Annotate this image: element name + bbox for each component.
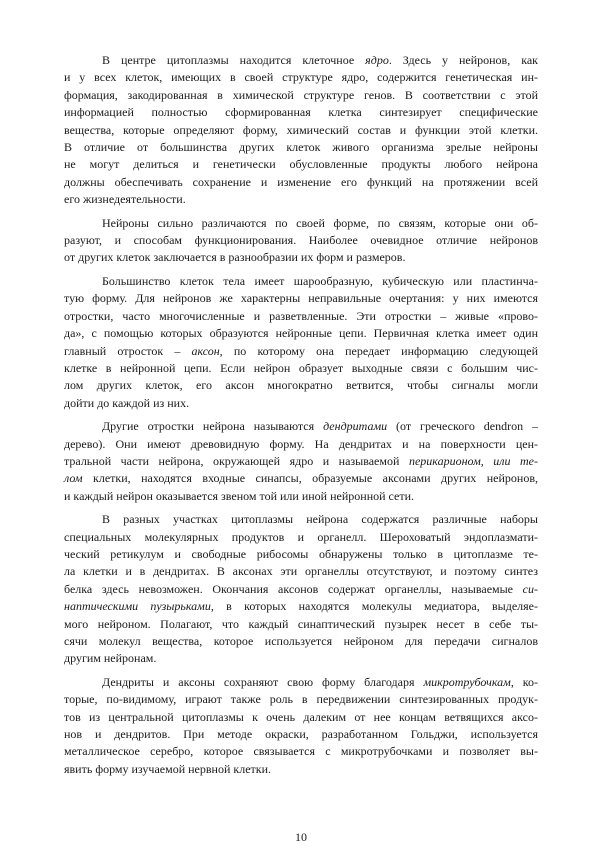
paragraph (64, 215, 538, 267)
text-line (64, 598, 538, 615)
text-line (64, 69, 538, 86)
text-run: нов и дендритов. При методе окраски, разработанном Гольджи, используется (64, 727, 538, 742)
text-line (64, 616, 538, 633)
text-line (64, 290, 538, 307)
text-run: В разных участках цитоплазмы нейрона содержатся различные наборы (102, 512, 538, 527)
page-number: 10 (295, 830, 307, 844)
text-run: белка здесь невозможен. Окончания аксонов содержат органеллы, называемые (64, 581, 523, 596)
text-line (64, 761, 538, 778)
text-line (64, 563, 538, 580)
text-run: Другие отростки нейрона называются (102, 419, 324, 434)
text-run: от других клеток заключается в разнообразии их форм и размеров. (64, 250, 406, 265)
text-run: другим нейронам. (64, 651, 157, 666)
document-page (64, 52, 539, 844)
text-line (64, 488, 538, 505)
text-run: , по которому она передает информацию следующей (219, 343, 538, 358)
text-line (64, 343, 538, 360)
text-run: ческий ретикулум и свободные рибосомы обнаружены только в цитоплазме те- (64, 546, 538, 561)
text-run: дойти до каждой из них. (64, 395, 190, 410)
paragraph (64, 674, 538, 778)
text-line (64, 650, 538, 667)
text-run: Нейроны сильно различаются по своей форме, по связям, которые они об- (102, 215, 538, 230)
text-run: Дендриты и аксоны сохраняют свою форму благодаря (102, 674, 424, 689)
text-line (64, 546, 538, 563)
text-run: должны обеспечивать сохранение и изменение его функций на протяжении всей (64, 174, 538, 189)
italic-term: ядро (365, 53, 389, 67)
text-line (64, 174, 538, 191)
text-run: вещества, которые определяют форму, химический состав и функции этой клетки. (64, 122, 538, 137)
text-run: информацией полностью сформированная клетка синтезирует специфические (64, 105, 538, 120)
text-line (64, 215, 538, 232)
text-run: сячи молекул вещества, которое используется нейроном для передачи сигналов (64, 634, 538, 648)
text-run: (от греческого dendron – (387, 419, 538, 434)
text-run: ла клетки и в дендритах. В аксонах эти органеллы отсутствуют, и поэтому синтез (64, 564, 538, 579)
text-run: отростки, часто многочисленные и разветвленные. Эти отростки – живые «прово- (64, 308, 538, 323)
text-run: торые, по-видимому, играют также роль в передвижении синтезированных продук- (64, 692, 538, 707)
text-line (64, 273, 538, 290)
text-line (64, 232, 538, 249)
text-run: . Здесь у нейронов, как (388, 53, 538, 67)
text-line (64, 418, 538, 435)
paragraph (64, 273, 538, 412)
italic-term: лом (64, 471, 83, 486)
text-run: клетке в нейронной цепи. Если нейрон образует выходные связи с большим чис- (64, 360, 538, 375)
paragraph (64, 511, 538, 668)
text-line (64, 726, 538, 743)
text-run: его жизнедеятельности. (64, 192, 186, 207)
text-line (64, 674, 538, 691)
text-run: разуют, и способам функционирования. Наиболее очевидное отличие нейронов (64, 233, 538, 248)
text-line (64, 139, 538, 156)
text-line (64, 691, 538, 708)
text-run: , ко- (510, 674, 538, 689)
text-line (64, 249, 538, 266)
text-line (64, 743, 538, 760)
text-run: тов из центральной цитоплазмы к очень далеким от нее концам ветвящихся аксо- (64, 709, 538, 724)
paragraph (64, 52, 538, 209)
text-run: клетки, находятся входные синапсы, образуемые аксонами других нейронов, (82, 471, 538, 486)
paragraph (64, 418, 538, 505)
text-run: Большинство клеток тела имеет шарообразную, кубическую или пластинча- (102, 273, 538, 288)
text-line (64, 709, 538, 726)
italic-term: дендритами (323, 419, 388, 434)
text-run: В центре цитоплазмы находится клеточное (102, 53, 366, 67)
text-run: специальных молекулярных продуктов и органелл. Шероховатый эндоплазмати- (64, 529, 538, 544)
italic-term: си- (522, 581, 538, 596)
text-line (64, 511, 538, 528)
text-line (64, 87, 538, 104)
text-line (64, 453, 538, 470)
text-line (64, 104, 538, 121)
text-line (64, 470, 538, 487)
text-line (64, 360, 538, 377)
text-line (64, 308, 538, 325)
text-run: металлическое серебро, которое связывается с микротрубочками и позволяет вы- (64, 744, 538, 759)
text-run: да», с помощью которых образуются нейронные цепи. Первичная клетка имеет один (64, 326, 538, 341)
body-text (64, 52, 538, 778)
text-line (64, 325, 538, 342)
text-run: и каждый нейрон оказывается звеном той или иной нейронной сети. (64, 488, 414, 503)
text-line (64, 529, 538, 546)
italic-term: аксон (191, 343, 220, 358)
text-line (64, 395, 538, 412)
text-run: лом других клеток, его аксон многократно ветвится, чтобы сигналы могли (64, 378, 538, 393)
text-line (64, 377, 538, 394)
text-line (64, 52, 538, 69)
text-run: мого нейроном. Полагают, что каждый синаптический пузырек несет в себе ты- (64, 616, 538, 631)
text-run: , в которых находятся молекулы медиатора, выделяе- (210, 599, 538, 614)
text-run: тую форму. Для нейронов же характерны неправильные очертания: у них имеются (64, 291, 538, 306)
text-line (64, 191, 538, 208)
text-run: не могут делиться и генетически обусловленные продукты любого нейрона (64, 157, 538, 172)
text-line (64, 581, 538, 598)
text-run: и у всех клеток, имеющих в своей структуре ядро, содержится генетическая ин- (64, 70, 538, 85)
text-run: В отличие от большинства других клеток живого организма зрелые нейроны (64, 140, 538, 155)
text-run: явить форму изучаемой нервной клетки. (64, 761, 272, 776)
italic-term: перикарионом, или те- (408, 453, 539, 468)
text-line (64, 122, 538, 139)
text-run: тральной части нейрона, окружающей ядро и называемой (64, 453, 409, 468)
text-run: главный отросток – (64, 343, 192, 358)
text-line (64, 156, 538, 173)
italic-term: наптическими пузырьками (64, 599, 211, 614)
text-run: дерево). Они имеют древовидную форму. На дендритах и на поверхности цен- (64, 436, 538, 451)
text-line (64, 633, 538, 650)
text-line (64, 436, 538, 453)
italic-term: микротрубочкам (423, 674, 511, 689)
text-run: формация, закодированная в химической структуре генов. В соответствии с этой (64, 87, 538, 102)
